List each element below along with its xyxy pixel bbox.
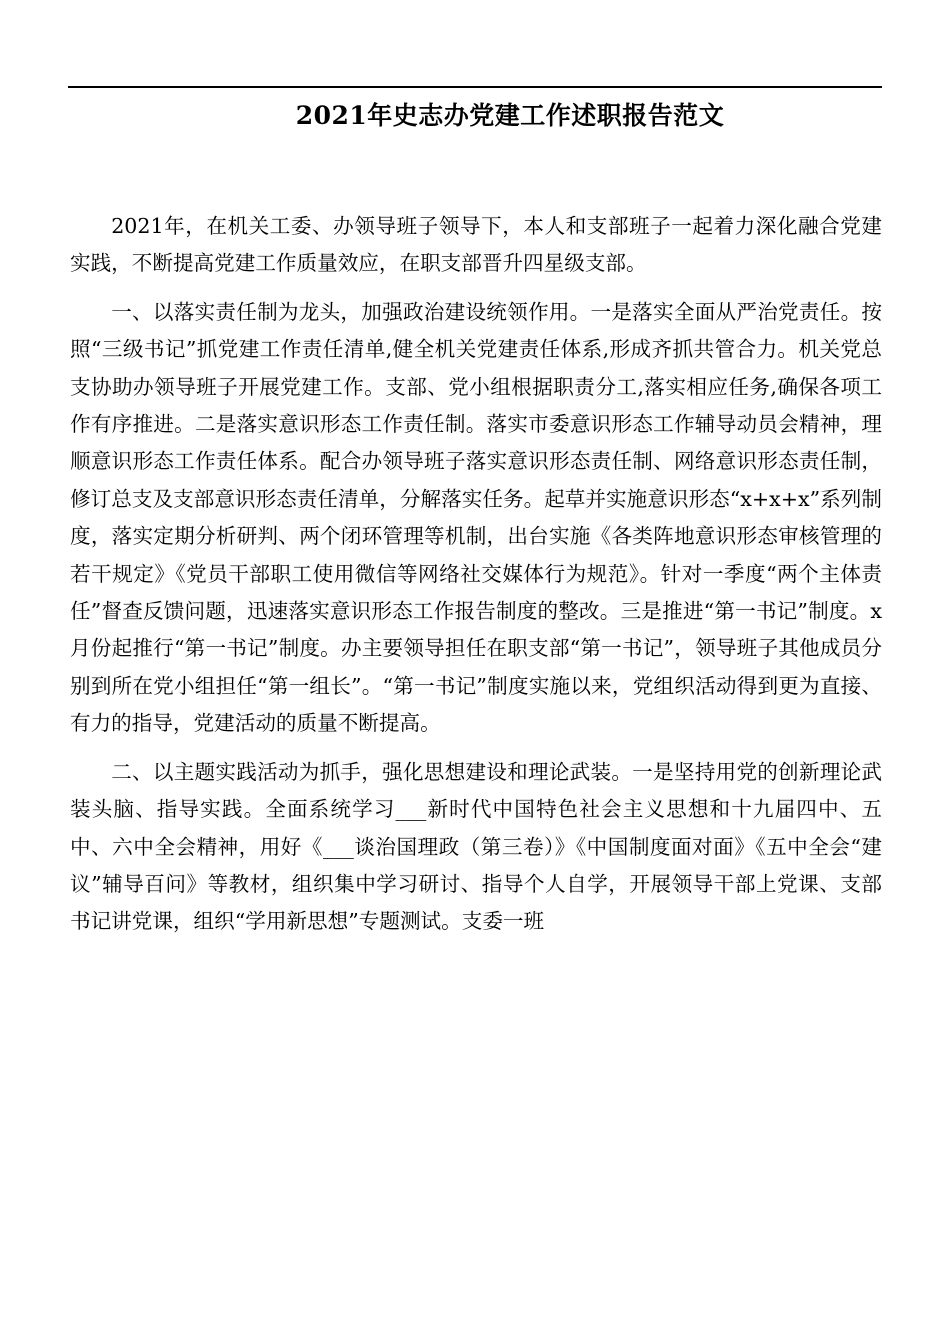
paragraph-intro: 2021年，在机关工委、办领导班子领导下，本人和支部班子一起着力深化融合党建实践，不断提高党建工作质量效应，在职支部晋升四星级支部。 <box>70 214 882 276</box>
header-rule <box>68 86 882 88</box>
document-title: 2021年史志办党建工作述职报告范文 <box>295 101 725 130</box>
document-body <box>70 208 882 952</box>
paragraph-section-two: 二、以主题实践活动为抓手，强化思想建设和理论武装。一是坚持用党的创新理论武装头脑、指导实践。全面系统学习___新时代中国特色社会主义思想和十九届四中、五中、六中全会精神，用好《___谈治国理政（第三卷）》《中国制度面对面》《五中全会“建议”辅导百问》等教材，组织集中学习研讨、指导个人自学，开展领导干部上党课、支部书记讲党课，组织“学用新思想”专题测试。支委一班 <box>70 759 882 934</box>
paragraph-section-one: 一、以落实责任制为龙头，加强政治建设统领作用。一是落实全面从严治党责任。按照“三级书记”抓党建工作责任清单,健全机关党建责任体系,形成齐抓共管合力。机关党总支协助办领导班子开展党建工作。支部、党小组根据职责分工,落实相应任务,确保各项工作有序推进。二是落实意识形态工作责任制。落实市委意识形态工作辅导动员会精神，理顺意识形态工作责任体系。配合办领导班子落实意识形态责任制、网络意识形态责任制，修订总支及支部意识形态责任清单，分解落实任务。起草并实施意识形态“x+x+x”系列制度，落实定期分析研判、两个闭环管理等机制，出台实施《各类阵地意识形态审核管理的若干规定》《党员干部职工使用微信等网络社交媒体行为规范》。针对一季度“两个主体责任”督查反馈问题，迅速落实意识形态工作报告制度的整改。三是推进“第一书记”制度。x月份起推行“第一书记”制度。办主要领导担任在职支部“第一书记”，领导班子其他成员分别到所在党小组担任“第一组长”。“第一书记”制度实施以来，党组织活动得到更为直接、有力的指导，党建活动的质量不断提高。 <box>70 299 882 736</box>
